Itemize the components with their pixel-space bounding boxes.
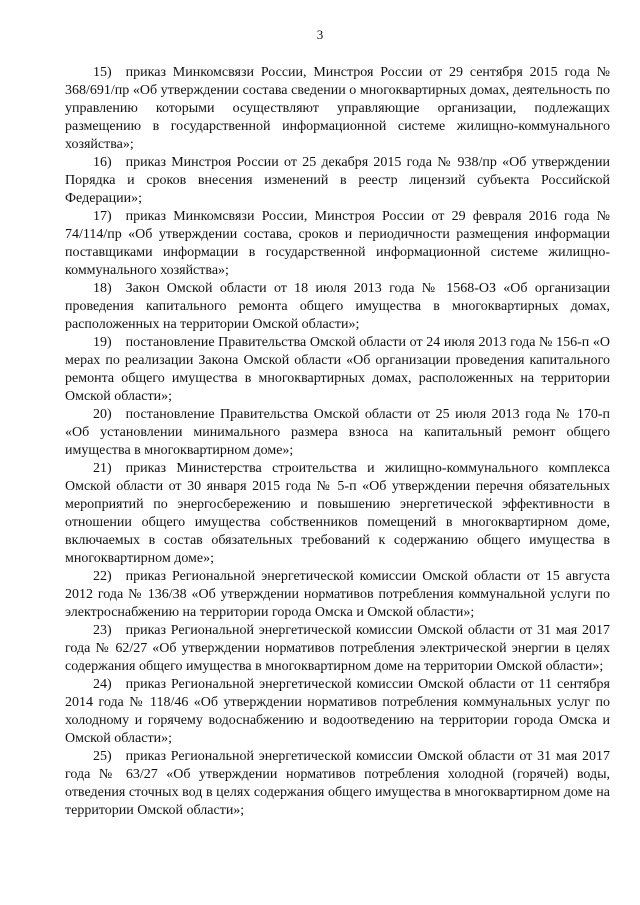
- list-item-15: 15) приказ Минкомсвязи России, Минстроя России от 29 сентября 2015 года № 368/691/пр «Об утверждении состава сведении о многоквартирных домах, деятельность по управлению которыми осуществляют управляющие организации, подлежащих размещению в государственной информационной системе жилищно-коммунального хозяйства»;: [65, 65, 610, 152]
- list-item-25: 25) приказ Региональной энергетической комиссии Омской области от 31 мая 2017 года № 63/27 «Об утверждении нормативов потребления холодной (горячей) воды, отведения сточных вод в целях содержания общего имущества в многоквартирном доме на территории Омской области»;: [65, 749, 610, 818]
- list-item-21: 21) приказ Министерства строительства и жилищно-коммунального комплекса Омской области от 30 января 2015 года № 5-п «Об утверждении перечня обязательных мероприятий по энергосбережению и повышению энергетической эффективности в отношении общего имущества собственников помещений в многоквартирном доме, включаемых в состав обязательных требований к содержанию общего имущества в многоквартирном доме»;: [65, 461, 610, 566]
- document-body: [65, 64, 610, 820]
- list-item-22: 22) приказ Региональной энергетической комиссии Омской области от 15 августа 2012 года № 136/38 «Об утверждении нормативов потребления коммунальной услуги по электроснабжению на территории города Омска и Омской области»;: [65, 569, 610, 620]
- list-item-20: 20) постановление Правительства Омской области от 25 июля 2013 года № 170-п «Об установлении минимального размера взноса на капитальный ремонт общего имущества в многоквартирном доме»;: [65, 407, 610, 458]
- list-item-17: 17) приказ Минкомсвязи России, Минстроя России от 29 февраля 2016 года № 74/114/пр «Об утверждении состава, сроков и периодичности размещения информации поставщиками информации в государственной информационной системе жилищно-коммунального хозяйства»;: [65, 209, 610, 278]
- list-item-19: 19) постановление Правительства Омской области от 24 июля 2013 года № 156-п «О мерах по реализации Закона Омской области «Об организации проведения капитального ремонта общего имущества в многоквартирных домах, расположенных на территории Омской области»;: [65, 335, 610, 404]
- list-item-23: 23) приказ Региональной энергетической комиссии Омской области от 31 мая 2017 года № 62/27 «Об утверждении нормативов потребления электрической энергии в целях содержания общего имущества в многоквартирном доме на территории Омской области»;: [65, 623, 610, 674]
- page-number: 3: [316, 27, 324, 42]
- list-item-24: 24) приказ Региональной энергетической комиссии Омской области от 11 сентября 2014 года № 118/46 «Об утверждении нормативов потребления коммунальных услуг по холодному и горячему водоснабжению и водоотведению на территории города Омска и Омской области»;: [65, 677, 610, 746]
- list-item-18: 18) Закон Омской области от 18 июля 2013 года № 1568-ОЗ «Об организации проведения капитального ремонта общего имущества в многоквартирных домах, расположенных на территории Омской области»;: [65, 281, 610, 332]
- list-item-16: 16) приказ Минстроя России от 25 декабря 2015 года № 938/пр «Об утверждении Порядка и сроков внесения изменений в реестр лицензий субъекта Российской Федерации»;: [65, 155, 610, 206]
